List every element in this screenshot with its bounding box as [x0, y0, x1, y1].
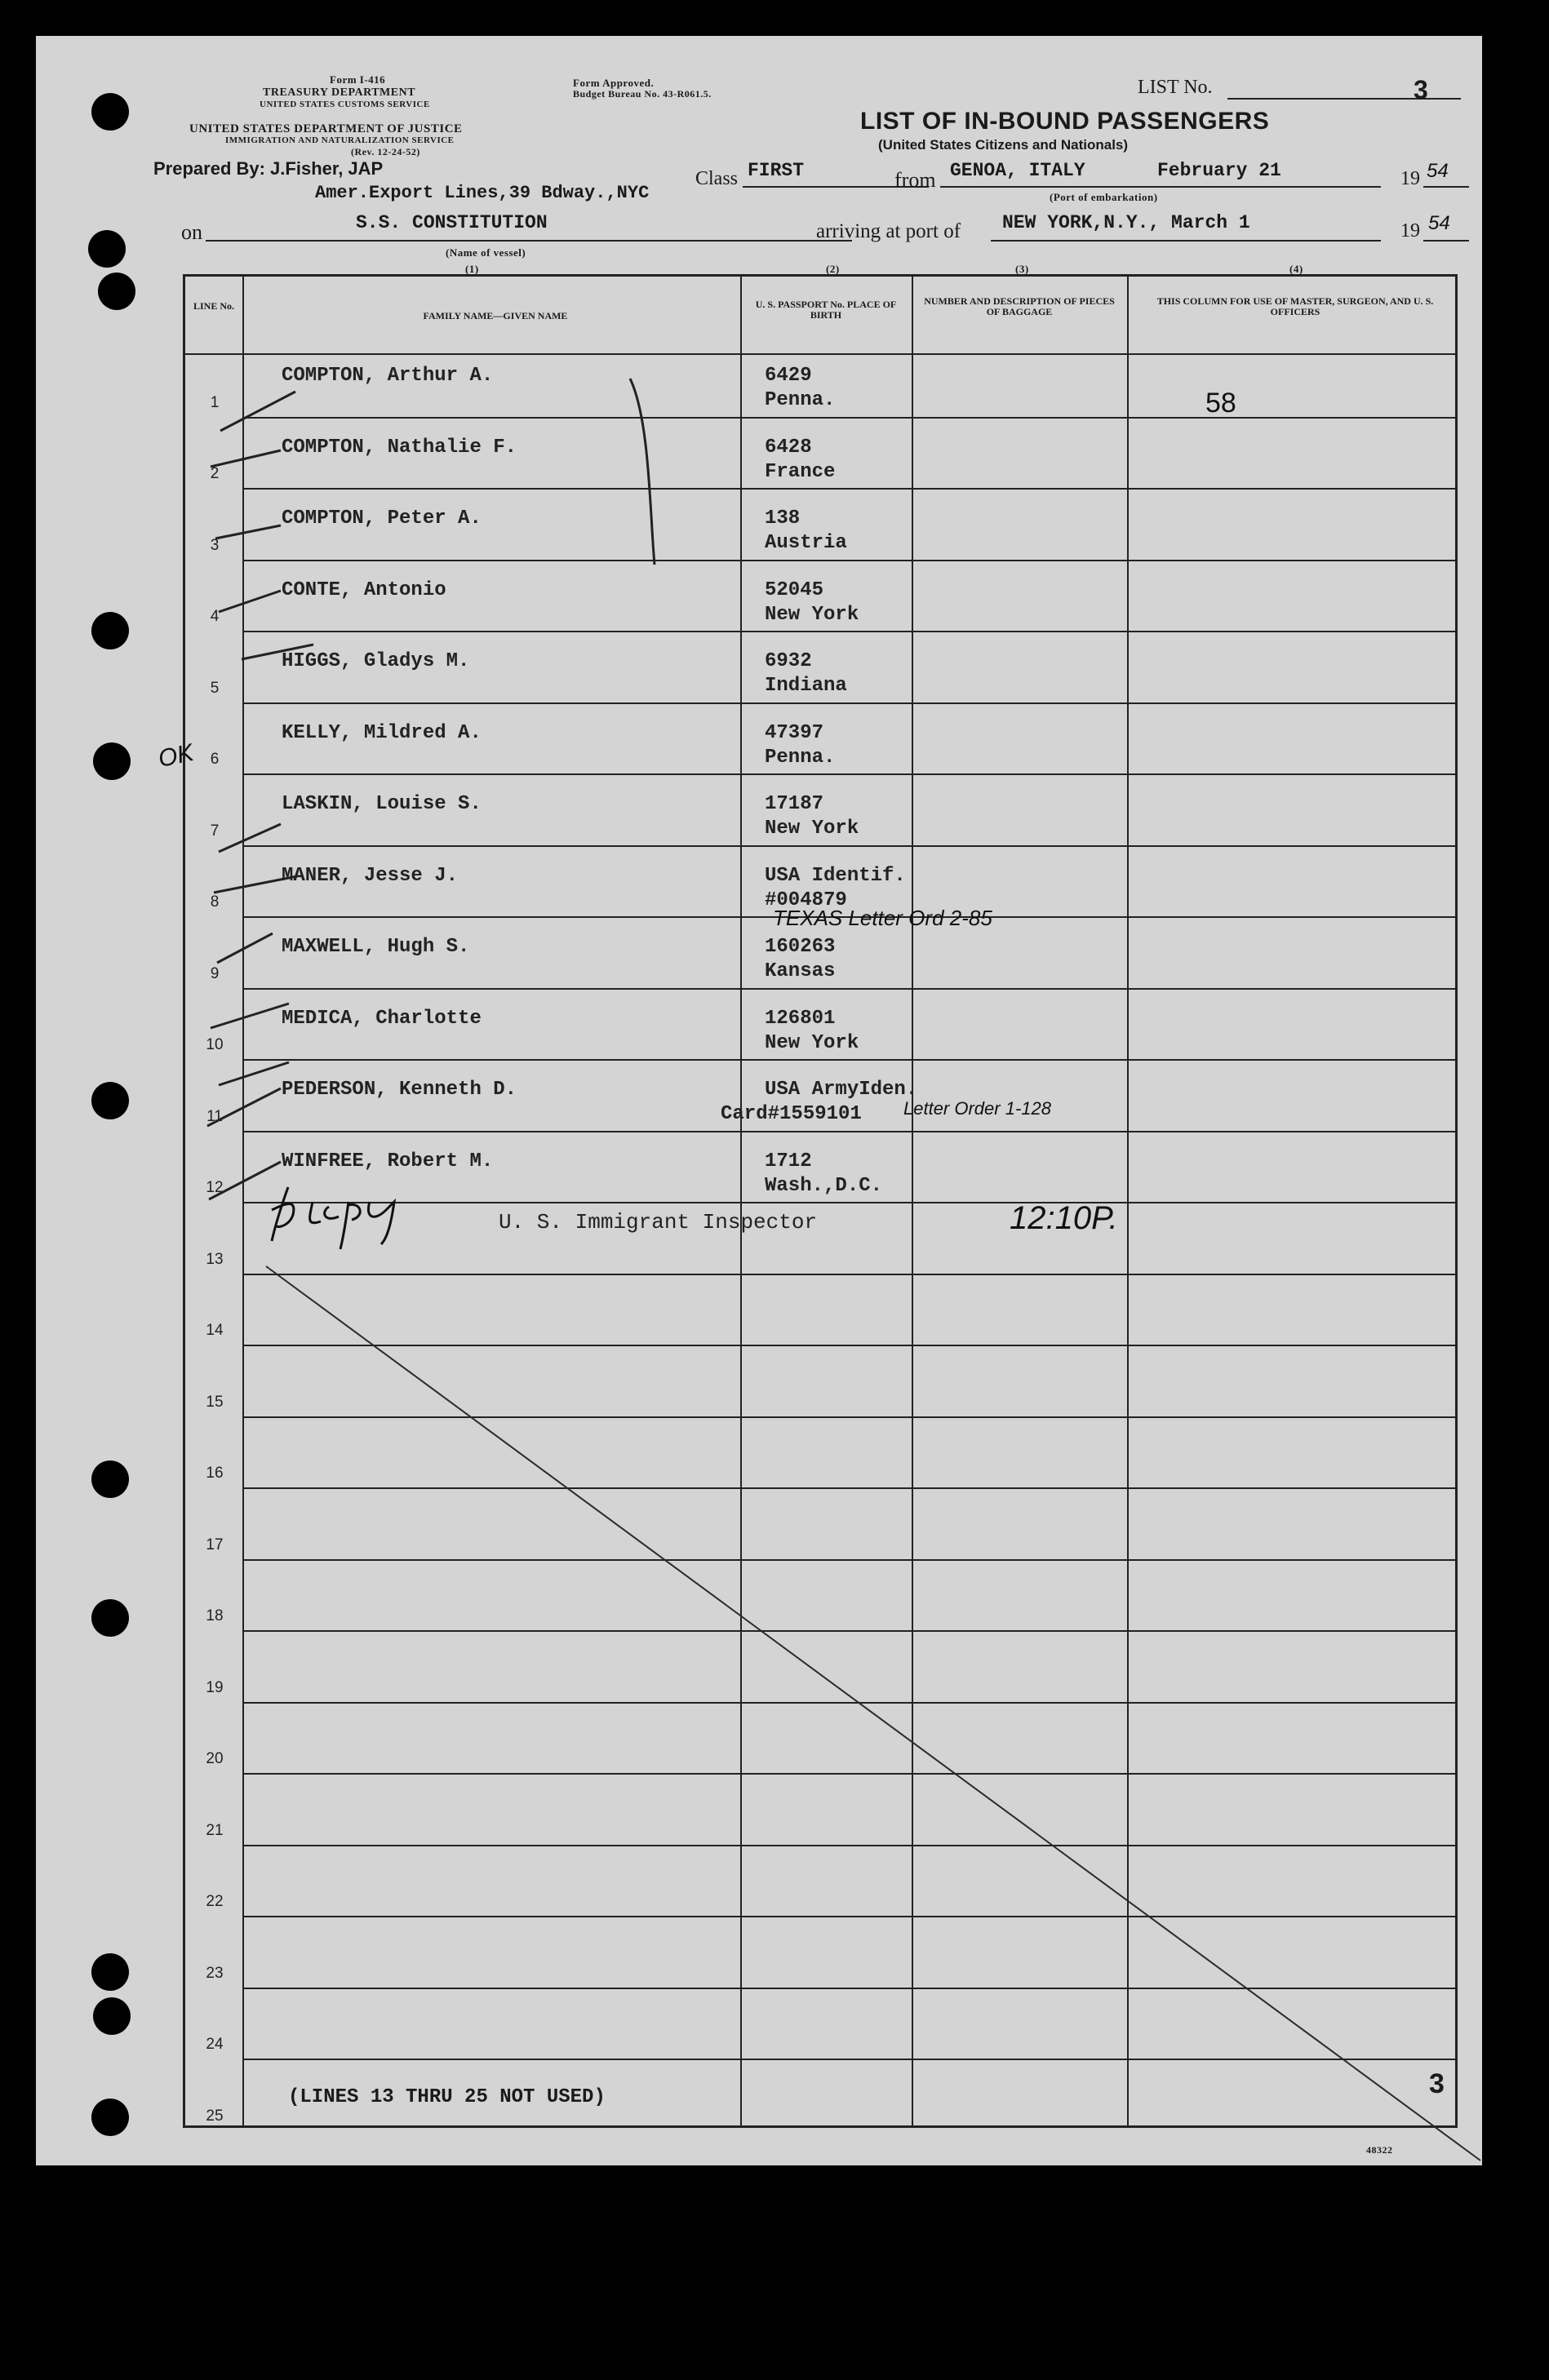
place-of-birth: #004879 [765, 889, 847, 911]
arriving-label: arriving at port of [816, 220, 961, 242]
line-number: 4 [210, 608, 220, 625]
line-number: 19 [206, 1678, 224, 1696]
port-value: GENOA, ITALY [950, 160, 1085, 181]
col-header-officers: THIS COLUMN FOR USE OF MASTER, SURGEON, AND U. S. OFFICERS [1156, 295, 1434, 317]
line-number: 1 [210, 393, 220, 411]
handwritten-note: Letter Order 1-128 [903, 1098, 1051, 1119]
line-number: 7 [210, 822, 220, 840]
passenger-name: WINFREE, Robert M. [282, 1150, 494, 1172]
customs-label: UNITED STATES CUSTOMS SERVICE [260, 100, 430, 109]
manifest-page [36, 36, 1482, 2165]
arrival-port-value: NEW YORK,N.Y., March 1 [1002, 212, 1250, 233]
arrival-year-prefix: 19 [1400, 220, 1420, 242]
passenger-name: CONTE, Antonio [282, 578, 446, 601]
line-number: 3 [210, 536, 220, 554]
place-of-birth: Austria [765, 532, 847, 554]
passport-number: 138 [765, 507, 801, 530]
class-value: FIRST [748, 160, 805, 181]
passport-number: 47397 [765, 721, 824, 744]
passport-number: 6932 [765, 650, 812, 672]
print-code: 48322 [1366, 2144, 1393, 2156]
place-of-birth: Kansas [765, 960, 836, 982]
line-number: 18 [206, 1607, 224, 1624]
on-label: on [181, 220, 202, 244]
vessel-caption: (Name of vessel) [446, 246, 526, 259]
col-num-1: (1) [465, 263, 479, 275]
col-num-3: (3) [1015, 263, 1029, 275]
prepared-by-address: Amer.Export Lines,39 Bdway.,NYC [315, 183, 650, 203]
year-value: 54 [1427, 160, 1449, 182]
year-prefix: 19 [1400, 168, 1420, 189]
passport-number: 6428 [765, 436, 812, 459]
line-number: 6 [210, 751, 220, 768]
passport-number: 17187 [765, 793, 824, 815]
justice-label: UNITED STATES DEPARTMENT OF JUSTICE [189, 122, 463, 135]
lines-not-used: (LINES 13 THRU 25 NOT USED) [288, 2086, 606, 2108]
place-of-birth: New York [765, 1031, 859, 1054]
inspector-time: 12:10P. [1010, 1200, 1118, 1236]
date-value: February 21 [1157, 160, 1281, 181]
passenger-name: COMPTON, Peter A. [282, 507, 482, 530]
col-header-name: FAMILY NAME—GIVEN NAME [423, 310, 568, 321]
diagonal-cancel-line [36, 36, 1482, 2165]
port-caption: (Port of embarkation) [1050, 191, 1158, 203]
passenger-name: COMPTON, Arthur A. [282, 365, 494, 387]
col-header-passport: U. S. PASSPORT No. PLACE OF BIRTH [755, 299, 897, 321]
arrival-year-value: 54 [1428, 212, 1450, 234]
class-label: Class [695, 168, 739, 189]
passenger-name: COMPTON, Nathalie F. [282, 436, 517, 459]
col-header-baggage: NUMBER AND DESCRIPTION OF PIECES OF BAGGAGE [924, 295, 1115, 317]
page-title: LIST OF IN-BOUND PASSENGERS [860, 108, 1270, 135]
inspector-label: U. S. Immigrant Inspector [499, 1210, 818, 1234]
revision-label: (Rev. 12-24-52) [351, 146, 420, 157]
list-no-value: 3 [1414, 75, 1428, 104]
passenger-name: LASKIN, Louise S. [282, 793, 482, 815]
passport-number: 1712 [765, 1150, 812, 1172]
passport-number: 6429 [765, 365, 812, 387]
place-of-birth: New York [765, 818, 859, 840]
passenger-name: HIGGS, Gladys M. [282, 650, 470, 672]
passenger-name: MANER, Jesse J. [282, 864, 459, 887]
list-no-label: LIST No. [1138, 77, 1213, 98]
col-num-2: (2) [826, 263, 840, 275]
margin-mark: OK [155, 738, 197, 773]
line-number: 17 [206, 1536, 224, 1553]
col-num-4: (4) [1289, 263, 1303, 275]
line-number: 10 [206, 1036, 224, 1053]
from-label: from [894, 168, 936, 192]
immigration-label: IMMIGRATION AND NATURALIZATION SERVICE [225, 135, 455, 145]
line-number: 22 [206, 1893, 224, 1910]
line-number: 25 [206, 2107, 224, 2125]
passenger-name: KELLY, Mildred A. [282, 721, 482, 744]
line-number: 20 [206, 1750, 224, 1767]
form-number: Form I-416 [330, 73, 386, 86]
passport-number: USA ArmyIden. [765, 1079, 918, 1101]
prepared-by-label: Prepared By: J.Fisher, JAP [153, 158, 384, 179]
place-of-birth: Penna. [765, 746, 836, 769]
page-mark: 3 [1429, 2068, 1445, 2099]
treasury-label: TREASURY DEPARTMENT [263, 86, 416, 99]
line-number: 15 [206, 1393, 224, 1411]
place-of-birth: France [765, 460, 836, 483]
line-number: 13 [206, 1250, 224, 1268]
budget-bureau: Budget Bureau No. 43-R061.5. [573, 88, 712, 100]
place-of-birth: Indiana [765, 675, 847, 697]
handwritten-note: TEXAS Letter Ord 2-85 [773, 905, 992, 930]
officer-entry: 58 [1205, 388, 1236, 419]
passenger-name: MEDICA, Charlotte [282, 1007, 482, 1030]
line-number: 2 [210, 465, 220, 482]
line-number: 5 [210, 679, 220, 697]
passenger-name: PEDERSON, Kenneth D. [282, 1079, 517, 1101]
page-subtitle: (United States Citizens and Nationals) [878, 137, 1129, 153]
place-of-birth: Penna. [765, 389, 836, 411]
line-number: 23 [206, 1964, 224, 1982]
line-number: 14 [206, 1322, 224, 1339]
line-number: 21 [206, 1821, 224, 1839]
passport-number: 160263 [765, 936, 836, 958]
line-number: 11 [206, 1107, 223, 1125]
line-number: 8 [210, 893, 220, 911]
place-of-birth: Wash.,D.C. [765, 1174, 883, 1197]
line-number: 9 [210, 964, 220, 982]
passport-number: USA Identif. [765, 864, 906, 887]
line-number: 12 [206, 1179, 224, 1196]
place-of-birth: Card#1559101 [721, 1103, 862, 1125]
form-approved: Form Approved. [573, 77, 655, 89]
place-of-birth: New York [765, 603, 859, 626]
line-number: 16 [206, 1465, 224, 1482]
col-header-line-no: LINE No. [193, 300, 234, 312]
passport-number: 52045 [765, 578, 824, 601]
vessel-value: S.S. CONSTITUTION [356, 212, 548, 233]
passenger-name: MAXWELL, Hugh S. [282, 936, 470, 958]
passport-number: 126801 [765, 1007, 836, 1030]
line-number: 24 [206, 2036, 224, 2053]
